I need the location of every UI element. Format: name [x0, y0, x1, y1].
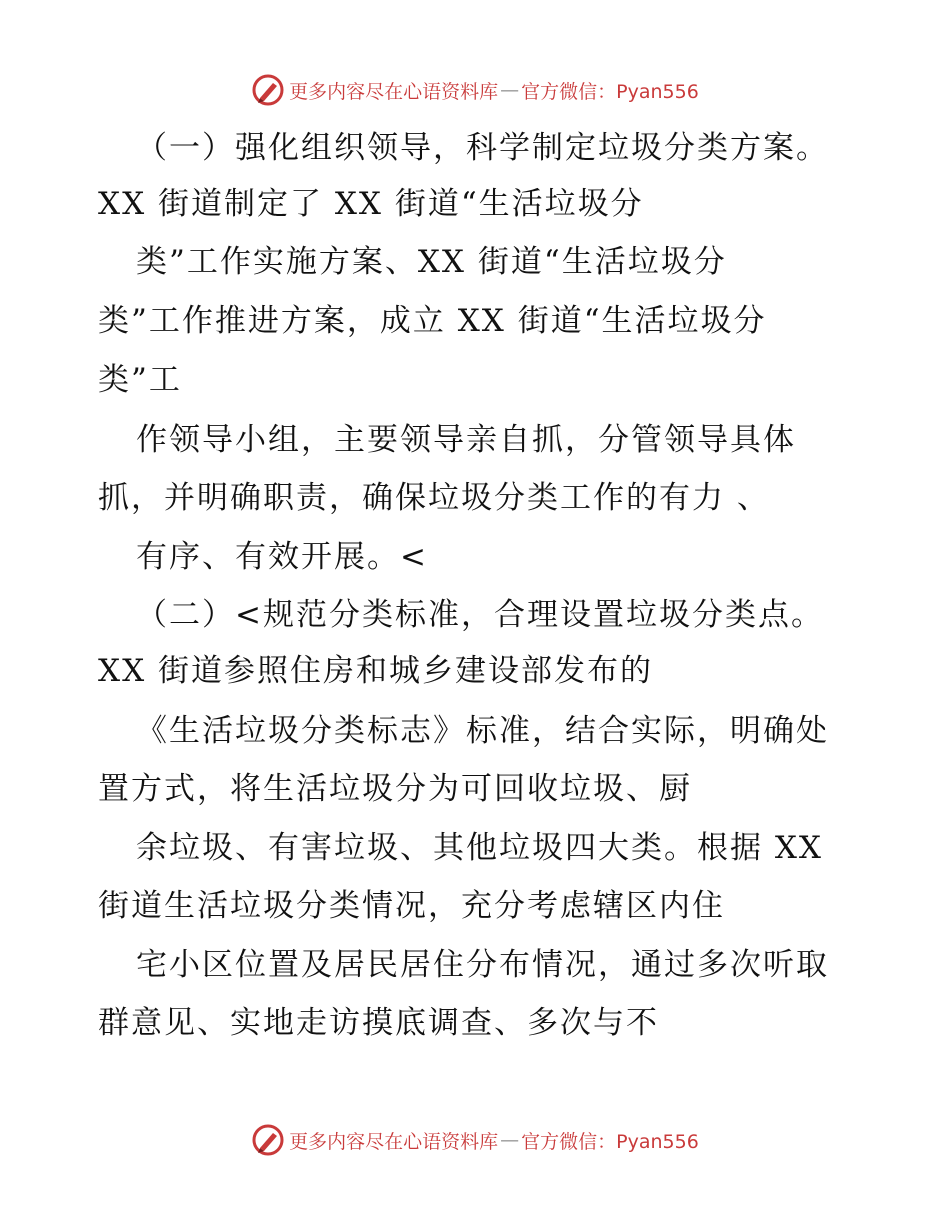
- body-line: 有序、有效开展。<: [136, 539, 428, 575]
- pen-logo-icon: [251, 73, 285, 107]
- body-line: （一）强化组织领导，科学制定垃圾分类方案。: [136, 130, 829, 166]
- body-line: （二）<规范分类标准，合理设置垃圾分类点。: [136, 597, 824, 633]
- body-line: XX 街道参照住房和城乡建设部发布的: [98, 653, 653, 689]
- body-line: 类”工: [98, 362, 182, 398]
- watermark-wechat: 官方微信：Pyan556: [521, 1130, 699, 1153]
- watermark-wechat: 官方微信：Pyan556: [521, 80, 699, 103]
- body-line: 置方式，将生活垃圾分为可回收垃圾、厨: [98, 771, 692, 807]
- body-line: 类”工作推进方案，成立 XX 街道“生活垃圾分: [98, 303, 767, 339]
- body-line: 余垃圾、有害垃圾、其他垃圾四大类。根据 XX: [136, 830, 823, 866]
- body-line: 群意见、实地走访摸底调查、多次与不: [98, 1005, 659, 1041]
- body-line: 抓，并明确职责，确保垃圾分类工作的有力 、: [98, 480, 770, 516]
- footer-watermark: [0, 1120, 950, 1160]
- watermark-lead: 更多内容尽在心语资料库: [289, 80, 499, 103]
- body-line: XX 街道制定了 XX 街道“生活垃圾分: [98, 186, 644, 222]
- body-line: 《生活垃圾分类标志》标准，结合实际，明确处: [136, 713, 829, 749]
- pen-logo-icon: [251, 1123, 285, 1157]
- watermark-dash: —: [500, 1129, 520, 1151]
- body-line: 类”工作实施方案、XX 街道“生活垃圾分: [136, 244, 727, 280]
- watermark-dash: —: [500, 79, 520, 101]
- body-line: 作领导小组，主要领导亲自抓，分管领导具体: [136, 422, 796, 458]
- header-watermark: [0, 70, 950, 110]
- body-line: 街道生活垃圾分类情况，充分考虑辖区内住: [98, 888, 725, 924]
- body-line: 宅小区位置及居民居住分布情况，通过多次听取: [136, 947, 829, 983]
- watermark-lead: 更多内容尽在心语资料库: [289, 1130, 499, 1153]
